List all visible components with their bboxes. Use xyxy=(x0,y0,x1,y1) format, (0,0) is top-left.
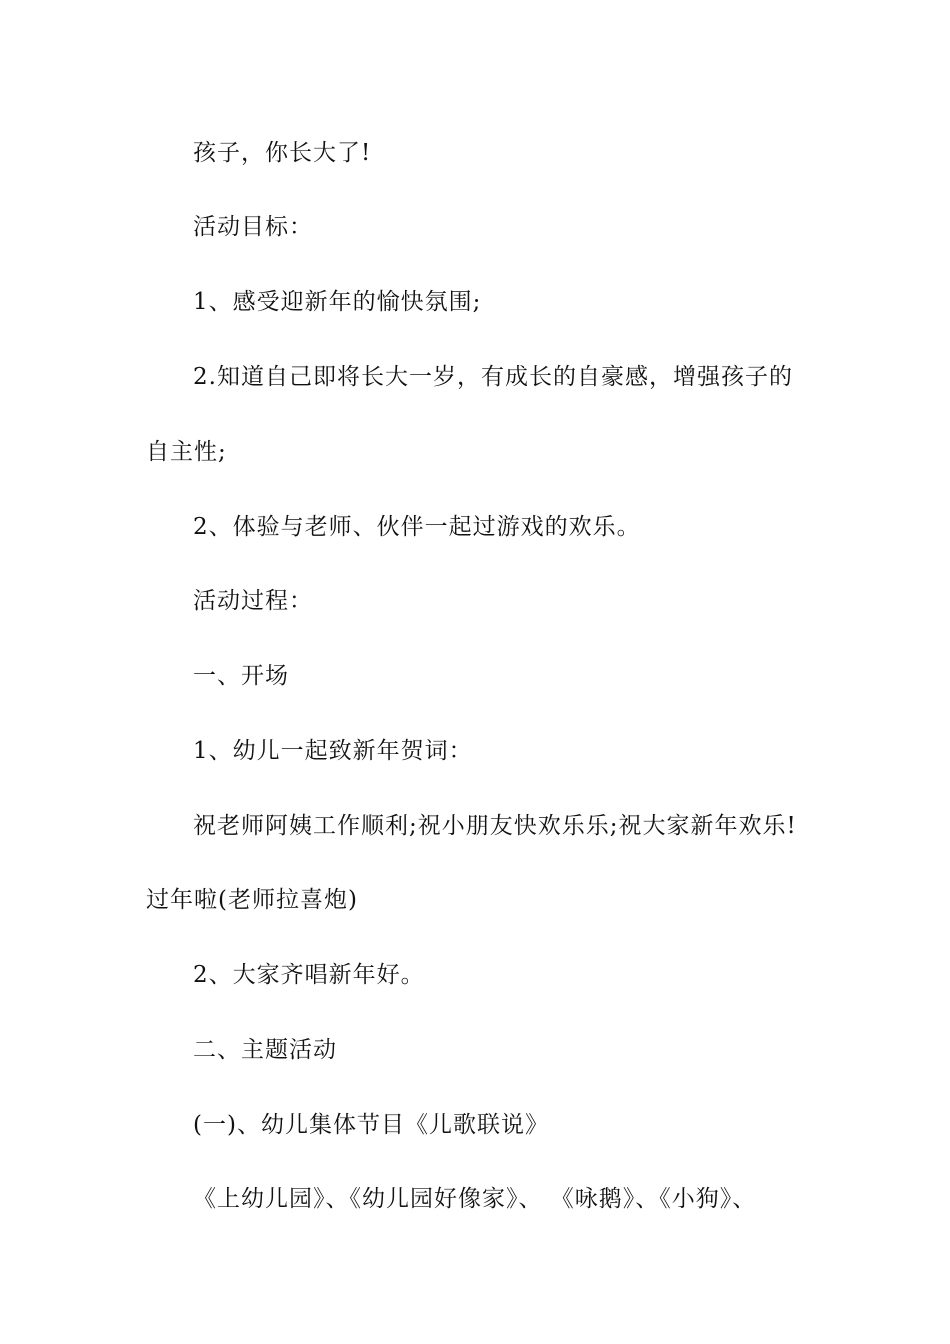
list-item: 1、幼儿一起致新年贺词： xyxy=(193,738,473,764)
paragraph-line: 《上幼儿园》、《幼儿园好像家》、 《咏鹅》、《小狗》、 xyxy=(193,1186,757,1212)
section-heading: 活动目标： xyxy=(193,214,313,240)
section-heading: 一、开场 xyxy=(193,663,289,689)
paragraph-line: 祝老师阿姨工作顺利;祝小朋友快欢乐乐;祝大家新年欢乐! xyxy=(193,813,797,839)
section-heading: (一)、幼儿集体节目《儿歌联说》 xyxy=(193,1112,549,1138)
paragraph-line: 孩子，你长大了! xyxy=(193,140,372,166)
paragraph-line: 自主性; xyxy=(146,439,227,465)
list-item: 2.知道自己即将长大一岁，有成长的自豪感，增强孩子的 xyxy=(193,364,793,390)
section-heading: 活动过程： xyxy=(193,588,313,614)
list-item: 1、感受迎新年的愉快氛围; xyxy=(193,289,482,315)
list-item: 2、体验与老师、伙伴一起过游戏的欢乐。 xyxy=(193,514,641,540)
list-item: 2、大家齐唱新年好。 xyxy=(193,962,425,988)
paragraph-line: 过年啦(老师拉喜炮) xyxy=(146,887,358,913)
section-heading: 二、主题活动 xyxy=(193,1037,337,1063)
